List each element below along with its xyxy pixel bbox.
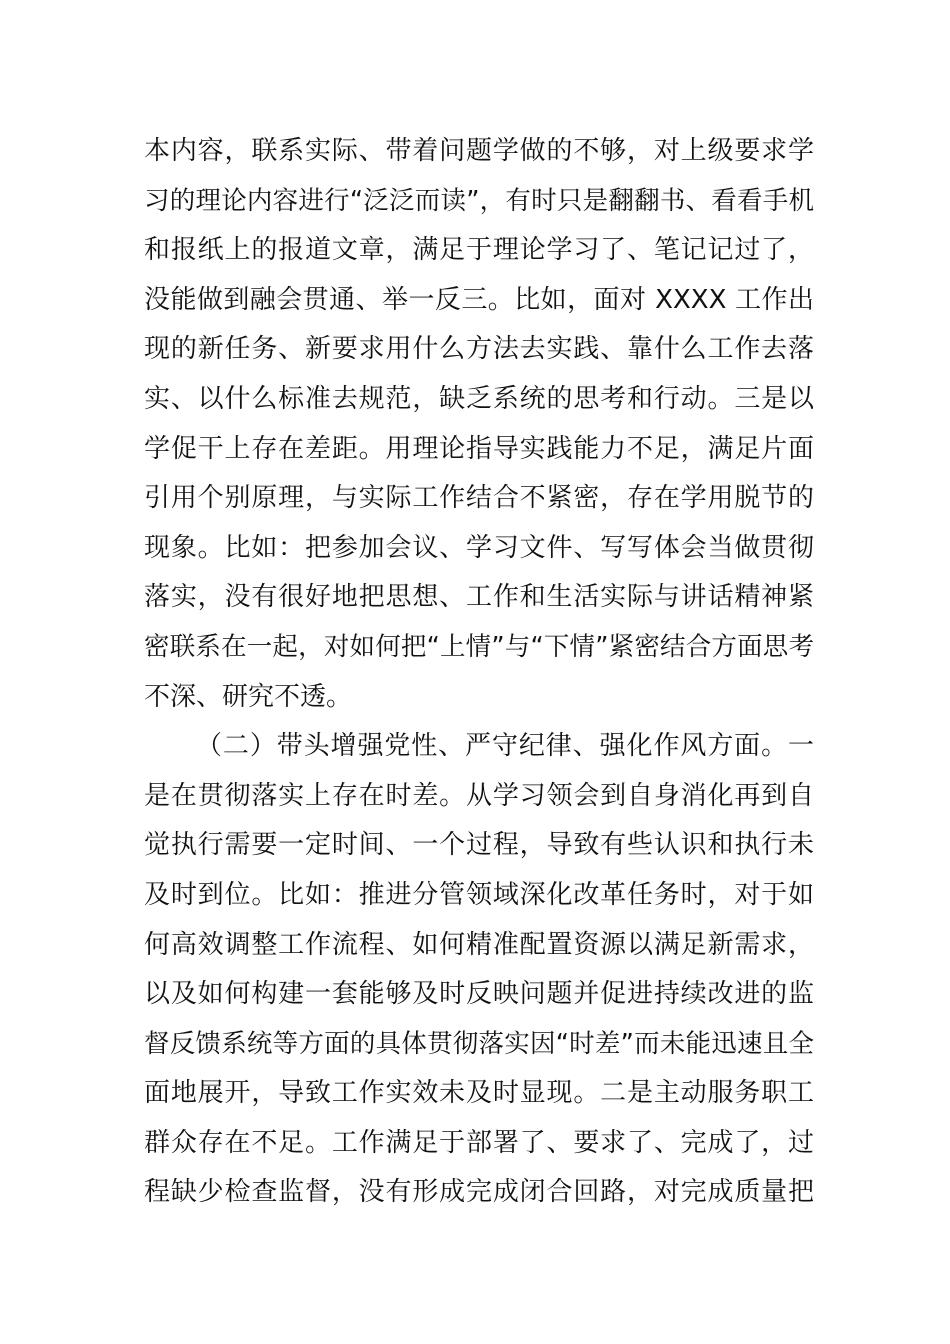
text-line: 习的理论内容进行“泛泛而读”，有时只是翻翻书、看看手机 bbox=[144, 185, 814, 216]
text-line: 学促干上存在差距。用理论指导实践能力不足，满足片面 bbox=[144, 433, 814, 464]
text-line: 觉执行需要一定时间、一个过程，导致有些认识和执行未 bbox=[144, 830, 814, 861]
text-line: 群众存在不足。工作满足于部署了、要求了、完成了，过 bbox=[144, 1127, 814, 1158]
text-line: 程缺少检查监督，没有形成完成闭合回路，对完成质量把 bbox=[144, 1177, 814, 1208]
text-line: 以及如何构建一套能够及时反映问题并促进持续改进的监 bbox=[144, 979, 814, 1010]
text-line: 现象。比如：把参加会议、学习文件、写写体会当做贯彻 bbox=[144, 532, 814, 563]
text-line: 和报纸上的报道文章，满足于理论学习了、笔记记过了， bbox=[144, 235, 814, 266]
text-line: 督反馈系统等方面的具体贯彻落实因“时差”而未能迅速且全 bbox=[144, 1028, 814, 1059]
text-line: 及时到位。比如：推进分管领域深化改革任务时，对于如 bbox=[144, 879, 814, 910]
paragraph-end-line: 不深、研究不透。 bbox=[144, 681, 353, 712]
text-line: 没能做到融会贯通、举一反三。比如，面对 XXXX 工作出 bbox=[144, 284, 814, 315]
text-line: 引用个别原理，与实际工作结合不紧密，存在学用脱节的 bbox=[144, 483, 814, 514]
text-line: 现的新任务、新要求用什么方法去实践、靠什么工作去落 bbox=[144, 334, 814, 365]
section-heading-line: （二）带头增强党性、严守纪律、强化作风方面。一 bbox=[196, 731, 814, 762]
text-line: 本内容，联系实际、带着问题学做的不够，对上级要求学 bbox=[144, 136, 814, 166]
text-line: 密联系在一起，对如何把“上情”与“下情”紧密结合方面思考 bbox=[144, 631, 814, 662]
body-text bbox=[144, 127, 814, 1218]
text-line: 是在贯彻落实上存在时差。从学习领会到自身消化再到自 bbox=[144, 780, 814, 811]
text-line: 何高效调整工作流程、如何精准配置资源以满足新需求， bbox=[144, 929, 814, 960]
text-line: 面地展开，导致工作实效未及时显现。二是主动服务职工 bbox=[144, 1078, 814, 1109]
text-line: 落实，没有很好地把思想、工作和生活实际与讲话精神紧 bbox=[144, 582, 814, 613]
text-line: 实、以什么标准去规范，缺乏系统的思考和行动。三是以 bbox=[144, 383, 814, 414]
